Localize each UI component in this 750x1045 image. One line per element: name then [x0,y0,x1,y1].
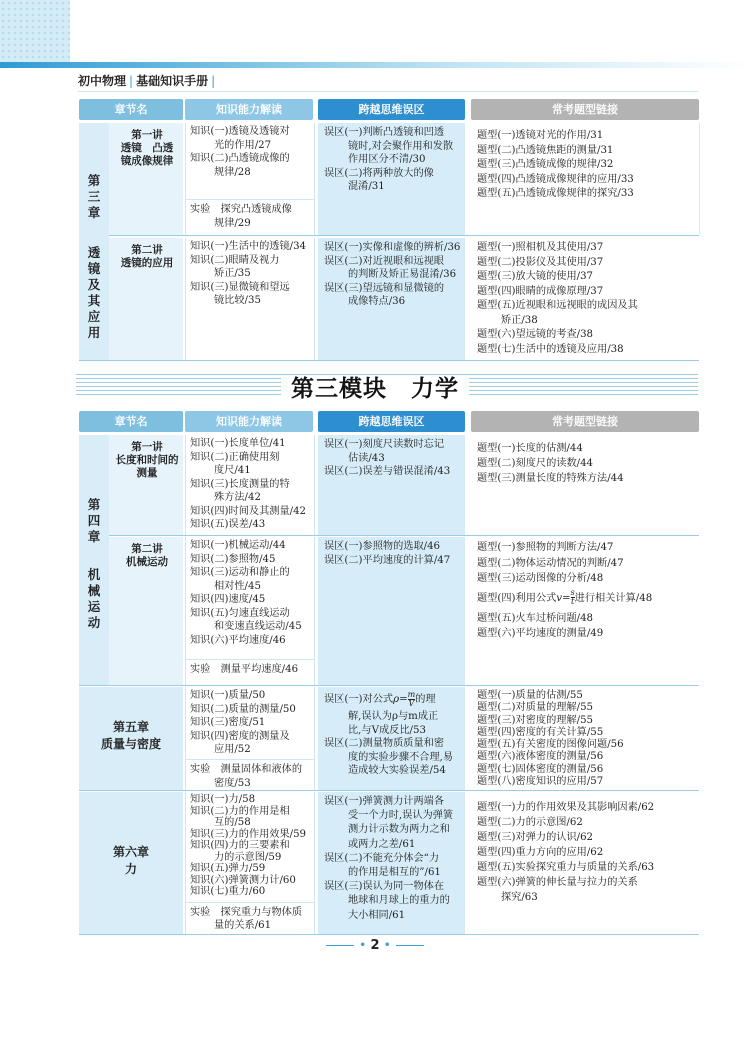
table-module-3 [79,411,699,931]
misconception-list: 误区(一)弹簧测力计两端各 受一个力时,误认为弹簧 测力计示数为两力之和 或两力之差/61 误区(二)不能充分体会“力 的作用是相互的”/61 误区(三)误认为同一物体在 地球和月球上的重力的 大小相同/61 [324,796,454,921]
chapter-6-block [79,792,699,934]
module-title: 第三模块 力学 [281,376,469,402]
misconception-list: 误区(一)判断凸透镜和凹透 镜时,对会聚作用和发散 作用区分不清/30 误区(二)将两种放大的像 混淆/31 [324,127,454,192]
lecture-name: 第二讲 机械运动 [126,543,168,568]
lecture-name: 第一讲 长度和时间的 测量 [115,441,179,479]
header-separator-end: | [211,74,216,88]
knowledge-list: 知识(一)质量/50 知识(二)质量的测量/50 知识(三)密度/51 知识(四)密度的测量及 应用/52 [190,690,296,755]
knowledge-list: 知识(一)机械运动/44 知识(二)参照物/45 知识(三)运动和静止的 相对性/45 知识(四)速度/45 知识(五)匀速直线运动 和变速直线运动/45 知识(六)平均速度/46 [190,540,302,646]
page-footer: • 2 • [0,938,750,953]
knowledge-list: 知识(一)生活中的透镜/34 知识(二)眼睛及视力 矫正/35 知识(三)显微镜和望远 镜比较/35 [190,241,307,306]
chapter-6-title: 第六章 力 [112,845,149,876]
col-knowledge: 知识能力解读 [185,411,313,432]
chapter-5-block [79,687,699,790]
col-knowledge: 知识能力解读 [185,99,313,120]
knowledge-list: 知识(一)力/58 知识(二)力的作用是相 互的/58 知识(三)力的作用效果/59 知识(四)力的三要素和 力的示意图/59 知识(五)弹力/59 知识(六)弹簧测力计/60 知识(七)重力/60 [190,794,307,897]
table-header [79,99,699,120]
header-rule [78,91,698,92]
question-type-list: 题型(一)参照物的判断方法/47 题型(二)物体运动情况的判断/47 题型(三)运动图像的分析/48 题型(四)利用公式v= $\frac{s}{t}$ 进行相关计算/48 题型(五)火车过桥问题/48 题型(六)平均速度的测量/49 [477,542,653,639]
question-type-list: 题型(一)照相机及其使用/37 题型(二)投影仪及其使用/37 题型(三)放大镜的使用/37 题型(四)眼睛的成像原理/37 题型(五)近视眼和远视眼的成因及其 矫正/38 题型(六)望远镜的考查/38 题型(七)生活中的透镜及应用/38 [477,242,638,355]
chapter-5-title: 第五章 质量与密度 [100,720,161,751]
corner-decoration [0,0,70,62]
page-number: 2 [370,938,380,953]
misconception-list: 误区(一)参照物的选取/46 误区(二)平均速度的计算/47 [324,541,451,566]
misconception-list: 误区(一)刻度尺读数时忘记 估读/43 误区(二)误差与错误混淆/43 [324,439,451,477]
experiment-item: 实验 探究凸透镜成像 规律/29 [186,199,314,233]
col-chapter: 章节名 [79,99,183,120]
chapter-4-block [79,435,699,685]
book-subtitle: 基础知识手册 [136,74,209,88]
question-type-list: 题型(一)长度的估测/44 题型(二)刻度尺的读数/44 题型(三)测量长度的特殊方法/44 [477,443,624,484]
knowledge-list: 知识(一)长度单位/41 知识(二)正确使用刻 度尺/41 知识(三)长度测量的特 殊方法/42 知识(四)时间及其测量/42 知识(五)误差/43 [190,438,307,530]
density-formula: ρ= $\frac{m}{V}$ [393,689,416,708]
col-question-types: 常考题型链接 [471,99,699,120]
col-misconception: 跨越思维误区 [318,99,465,120]
col-chapter: 章节名 [79,411,183,432]
question-type-list: 题型(一)质量的估测/55 题型(二)对质量的理解/55 题型(三)对密度的理解/55 题型(四)密度的有关计算/55 题型(五)有关密度的图像问题/56 题型(六)液体密度的测量/56 题型(七)固体密度的测量/56 题型(八)密度知识的应用/57 [477,690,624,788]
experiment-item: 实验 测量固体和液体的 密度/53 [186,759,314,793]
col-misconception: 跨越思维误区 [318,411,465,432]
running-header [78,72,218,89]
lecture-name: 第二讲 透镜的应用 [120,244,174,269]
experiment-item: 实验 探究重力与物体质 量的关系/61 [186,902,314,935]
question-type-list: 题型(一)透镜对光的作用/31 题型(二)凸透镜焦距的测量/31 题型(三)凸透镜成像的规律/32 题型(四)凸透镜成像规律的应用/33 题型(五)凸透镜成像规律的探究/33 [477,130,634,199]
table-ch3 [79,99,699,361]
knowledge-list: 知识(一)透镜及透镜对 光的作用/27 知识(二)凸透镜成像的 规律/28 [190,126,290,178]
velocity-formula: v= $\frac{s}{t}$ [556,588,575,606]
experiment-item: 实验 测量平均速度/46 [186,659,314,680]
table-header [79,411,699,432]
chapter-3-vertical-title: 第 三 章 透 镜 及 其 应 用 [87,173,101,340]
misconception-list: 误区(一)实像和虚像的辨析/36 误区(二)对近视眼和远视眼 的判断及矫正易混淆/36 误区(三)望远镜和显微镜的 成像特点/36 [324,242,461,307]
module-title-band [0,368,750,402]
book-title: 初中物理 [78,74,127,88]
lecture-name: 第一讲 透镜 凸透 镜成像规律 [120,129,174,167]
question-type-list: 题型(一)力的作用效果及其影响因素/62 题型(二)力的示意图/62 题型(三)对弹力的认识/62 题型(四)重力方向的应用/62 题型(五)实验探究重力与质量的关系/63 题型(六)弹簧的伸长量与拉力的关系 探究/63 [477,802,655,903]
chapter-4-vertical-title: 第 四 章 机 械 运 动 [87,497,101,630]
col-question-types: 常考题型链接 [471,411,699,432]
header-separator: | [129,74,134,88]
chapter-3-block [79,123,699,361]
misconception-list: 误区(一)对公式ρ= $\frac{m}{V}$ 的理 解,误认为ρ与m成正 比,与V成反比/53 误区(二)测量物质质量和密 度的实验步骤不合理,易 造成较大实验误差/54 [324,689,454,776]
top-strip [0,62,750,68]
